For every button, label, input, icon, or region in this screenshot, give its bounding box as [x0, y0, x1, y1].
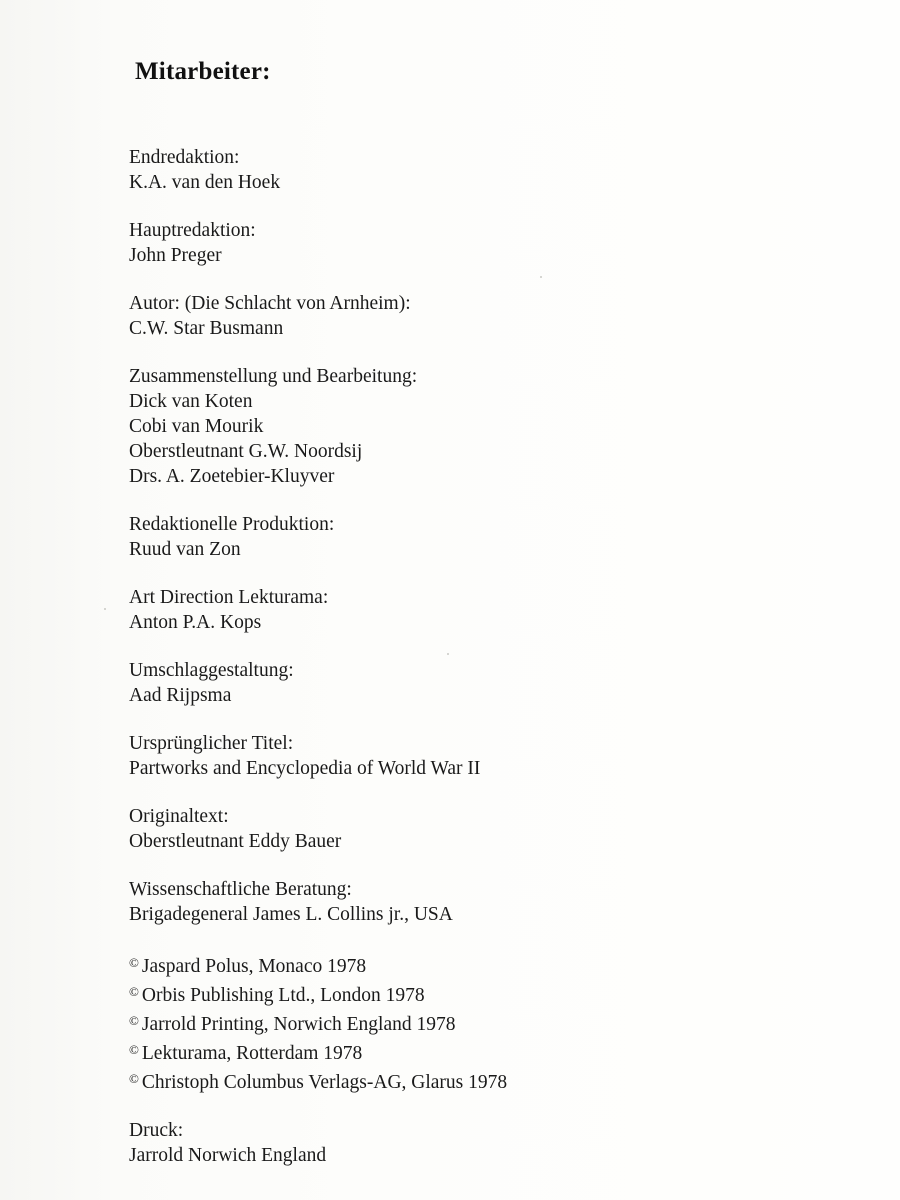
section-label: Endredaktion:	[129, 147, 240, 168]
copyright-line	[129, 1008, 829, 1037]
copyright-text: Christoph Columbus Verlags-AG, Glarus 1978	[141, 1072, 508, 1093]
section-label: Umschlaggestaltung:	[129, 660, 294, 681]
copyright-text: Jaspard Polus, Monaco 1978	[141, 956, 367, 977]
paper-speck	[447, 653, 449, 655]
credit-name: Cobi van Mourik	[129, 416, 264, 437]
credit-name: C.W. Star Busmann	[129, 318, 284, 339]
section-originaltext	[129, 804, 829, 854]
section-titel	[129, 731, 829, 781]
copyright-line	[129, 1066, 829, 1095]
copyright-line	[129, 950, 829, 979]
copyright-symbol: ©	[129, 1071, 139, 1086]
section-label: Originaltext:	[129, 806, 229, 827]
copyright-text: Jarrold Printing, Norwich England 1978	[141, 1014, 456, 1035]
section-label: Art Direction Lekturama:	[129, 587, 329, 608]
copyright-text: Orbis Publishing Ltd., London 1978	[141, 985, 425, 1006]
credit-name: Ruud van Zon	[129, 539, 241, 560]
page-title: Mitarbeiter:	[135, 58, 271, 85]
paper-speck	[104, 608, 106, 610]
credit-name: Aad Rijpsma	[129, 685, 232, 706]
credit-name: Drs. A. Zoetebier-Kluyver	[129, 466, 335, 487]
section-label: Ursprünglicher Titel:	[129, 733, 294, 754]
credit-name: John Preger	[129, 245, 222, 266]
section-art-direction	[129, 585, 829, 635]
credit-name: Anton P.A. Kops	[129, 612, 262, 633]
copyright-line	[129, 979, 829, 1008]
credit-name: K.A. van den Hoek	[129, 172, 281, 193]
copyright-symbol: ©	[129, 984, 139, 999]
copyright-symbol: ©	[129, 955, 139, 970]
copyright-symbol: ©	[129, 1013, 139, 1028]
section-label: Druck:	[129, 1120, 184, 1141]
section-label: Hauptredaktion:	[129, 220, 256, 241]
credit-name: Dick van Koten	[129, 391, 253, 412]
copyright-line	[129, 1037, 829, 1066]
section-endredaktion	[129, 145, 829, 195]
section-hauptredaktion	[129, 218, 829, 268]
section-copyright	[129, 950, 829, 1095]
section-label: Zusammenstellung und Bearbeitung:	[129, 366, 418, 387]
section-beratung	[129, 877, 829, 927]
section-umschlag	[129, 658, 829, 708]
credit-name: Partworks and Encyclopedia of World War II	[129, 758, 481, 779]
credits-list	[129, 145, 829, 1191]
credit-name: Oberstleutnant Eddy Bauer	[129, 831, 342, 852]
paper-speck	[540, 276, 542, 278]
copyright-text: Lekturama, Rotterdam 1978	[141, 1043, 363, 1064]
section-produktion	[129, 512, 829, 562]
section-label: Autor: (Die Schlacht von Arnheim):	[129, 293, 411, 314]
section-zusammenstellung	[129, 364, 829, 489]
copyright-symbol: ©	[129, 1042, 139, 1057]
section-label: Wissenschaftliche Beratung:	[129, 879, 352, 900]
section-autor	[129, 291, 829, 341]
section-label: Redaktionelle Produktion:	[129, 514, 335, 535]
section-druck	[129, 1118, 829, 1168]
credit-name: Brigadegeneral James L. Collins jr., USA	[129, 904, 453, 925]
credit-name: Oberstleutnant G.W. Noordsij	[129, 441, 363, 462]
credit-name: Jarrold Norwich England	[129, 1145, 327, 1166]
